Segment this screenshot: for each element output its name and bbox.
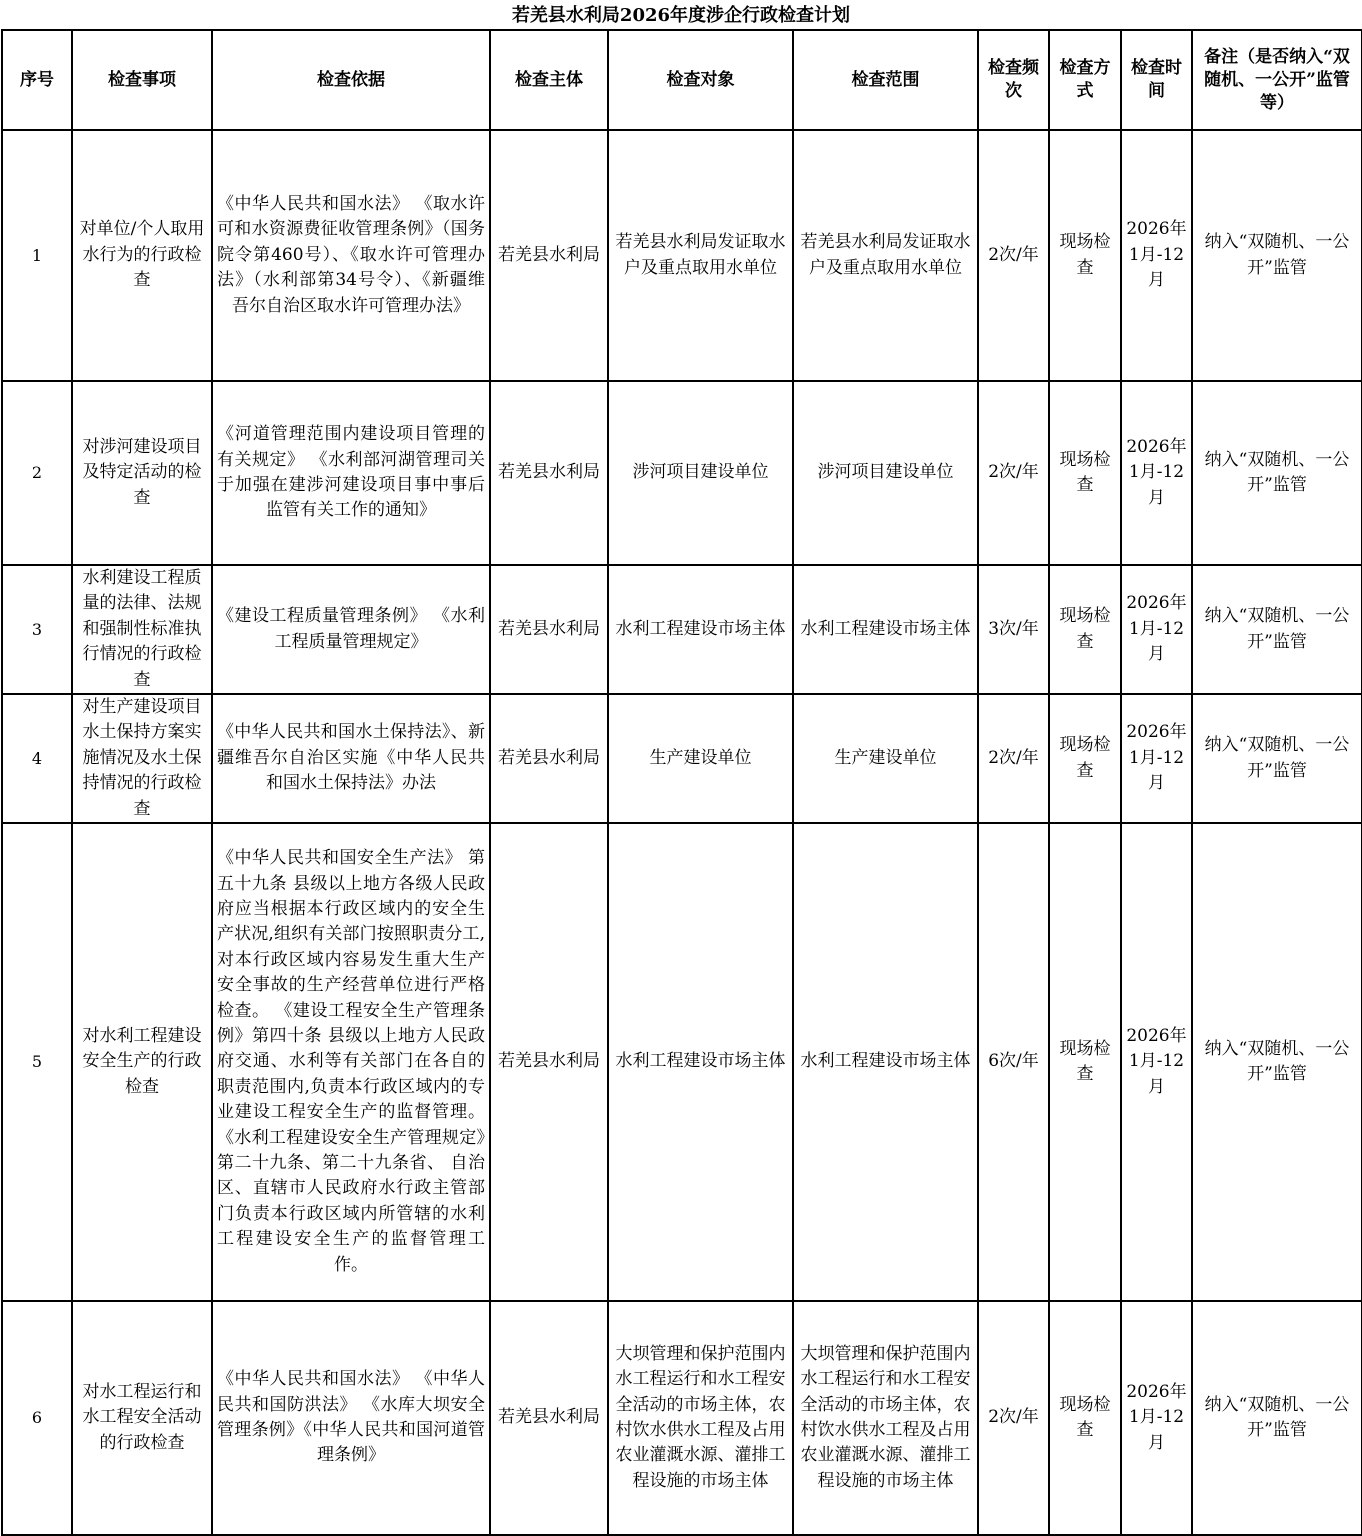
cell-freq: 6次/年 [978, 823, 1049, 1301]
cell-subject: 若羌县水利局 [490, 823, 608, 1301]
cell-remark: 纳入“双随机、一公开”监管 [1192, 1301, 1362, 1535]
header-row [2, 30, 1362, 130]
cell-method: 现场检查 [1049, 1301, 1121, 1535]
cell-subject: 若羌县水利局 [490, 1301, 608, 1535]
cell-seq: 6 [2, 1301, 72, 1535]
header-remark: 备注（是否纳入“双随机、一公开”监管等） [1192, 30, 1362, 130]
cell-item: 对单位/个人取用水行为的行政检查 [72, 130, 212, 381]
cell-time: 2026年1月-12月 [1121, 1301, 1192, 1535]
cell-seq: 3 [2, 565, 72, 694]
cell-basis: 《河道管理范围内建设项目管理的有关规定》 《水利部河湖管理司关于加强在建涉河建设项目事中事后监管有关工作的通知》 [212, 381, 490, 565]
table-row [2, 130, 1362, 381]
cell-basis: 《中华人民共和国水法》 《中华人民共和国防洪法》 《水库大坝安全管理条例》《中华人民共和国河道管理条例》 [212, 1301, 490, 1535]
cell-scope: 涉河项目建设单位 [793, 381, 978, 565]
cell-subject: 若羌县水利局 [490, 565, 608, 694]
cell-seq: 4 [2, 694, 72, 823]
cell-freq: 2次/年 [978, 1301, 1049, 1535]
header-item: 检查事项 [72, 30, 212, 130]
cell-method: 现场检查 [1049, 823, 1121, 1301]
header-target: 检查对象 [608, 30, 793, 130]
table-row [2, 694, 1362, 823]
cell-time: 2026年1月-12月 [1121, 823, 1192, 1301]
cell-freq: 2次/年 [978, 130, 1049, 381]
cell-freq: 2次/年 [978, 381, 1049, 565]
cell-item: 对水工程运行和水工程安全活动的行政检查 [72, 1301, 212, 1535]
cell-scope: 若羌县水利局发证取水户及重点取用水单位 [793, 130, 978, 381]
cell-basis: 《中华人民共和国水土保持法》、新疆维吾尔自治区实施《中华人民共和国水土保持法》办法 [212, 694, 490, 823]
cell-remark: 纳入“双随机、一公开”监管 [1192, 694, 1362, 823]
cell-basis: 《中华人民共和国水法》 《取水许可和水资源费征收管理条例》（国务院令第460号）、《取水许可管理办法》（水利部第34号令）、《新疆维吾尔自治区取水许可管理办法》 [212, 130, 490, 381]
cell-subject: 若羌县水利局 [490, 130, 608, 381]
cell-target: 水利工程建设市场主体 [608, 565, 793, 694]
cell-remark: 纳入“双随机、一公开”监管 [1192, 130, 1362, 381]
cell-target: 水利工程建设市场主体 [608, 823, 793, 1301]
cell-basis: 《中华人民共和国安全生产法》 第五十九条 县级以上地方各级人民政府应当根据本行政区域内的安全生产状况,组织有关部门按照职责分工,对本行政区域内容易发生重大生产安全事故的生产经营单位进行严格检查。 《建设工程安全生产管理条例》第四十条 县级以上地方人民政府交通、水利等有关部门在各自的职责范围内,负责本行政区域内的专业建设工程安全生产的监督管理。《水利工程建设安全生产管理规定》第二十九条、第二十九条省、 自治区、直辖市人民政府水行政主管部门负责本行政区域内所管辖的水利工程建设安全生产的监督管理工作。 [212, 823, 490, 1301]
cell-seq: 5 [2, 823, 72, 1301]
cell-target: 生产建设单位 [608, 694, 793, 823]
cell-scope: 生产建设单位 [793, 694, 978, 823]
header-time: 检查时间 [1121, 30, 1192, 130]
cell-remark: 纳入“双随机、一公开”监管 [1192, 381, 1362, 565]
cell-method: 现场检查 [1049, 565, 1121, 694]
cell-item: 对水利工程建设安全生产的行政检查 [72, 823, 212, 1301]
cell-item: 对生产建设项目水土保持方案实施情况及水土保持情况的行政检查 [72, 694, 212, 823]
table-row [2, 381, 1362, 565]
header-method: 检查方式 [1049, 30, 1121, 130]
cell-target: 若羌县水利局发证取水户及重点取用水单位 [608, 130, 793, 381]
header-scope: 检查范围 [793, 30, 978, 130]
cell-target: 大坝管理和保护范围内水工程运行和水工程安全活动的市场主体，农村饮水供水工程及占用农业灌溉水源、灌排工程设施的市场主体 [608, 1301, 793, 1535]
cell-method: 现场检查 [1049, 694, 1121, 823]
cell-scope: 水利工程建设市场主体 [793, 565, 978, 694]
cell-subject: 若羌县水利局 [490, 381, 608, 565]
cell-basis: 《建设工程质量管理条例》 《水利工程质量管理规定》 [212, 565, 490, 694]
table-row [2, 1301, 1362, 1535]
header-subject: 检查主体 [490, 30, 608, 130]
cell-scope: 水利工程建设市场主体 [793, 823, 978, 1301]
header-basis: 检查依据 [212, 30, 490, 130]
header-freq: 检查频次 [978, 30, 1049, 130]
cell-remark: 纳入“双随机、一公开”监管 [1192, 565, 1362, 694]
cell-method: 现场检查 [1049, 381, 1121, 565]
inspection-plan-table [1, 29, 1362, 1536]
header-seq: 序号 [2, 30, 72, 130]
cell-remark: 纳入“双随机、一公开”监管 [1192, 823, 1362, 1301]
cell-method: 现场检查 [1049, 130, 1121, 381]
cell-item: 对涉河建设项目及特定活动的检查 [72, 381, 212, 565]
cell-seq: 1 [2, 130, 72, 381]
cell-item: 水利建设工程质量的法律、法规和强制性标准执行情况的行政检查 [72, 565, 212, 694]
cell-freq: 3次/年 [978, 565, 1049, 694]
page-title: 若羌县水利局2026年度涉企行政检查计划 [511, 5, 851, 26]
cell-time: 2026年1月-12月 [1121, 130, 1192, 381]
table-row [2, 823, 1362, 1301]
cell-subject: 若羌县水利局 [490, 694, 608, 823]
cell-scope: 大坝管理和保护范围内水工程运行和水工程安全活动的市场主体，农村饮水供水工程及占用农业灌溉水源、灌排工程设施的市场主体 [793, 1301, 978, 1535]
cell-target: 涉河项目建设单位 [608, 381, 793, 565]
cell-time: 2026年1月-12月 [1121, 694, 1192, 823]
cell-seq: 2 [2, 381, 72, 565]
table-row [2, 565, 1362, 694]
cell-time: 2026年1月-12月 [1121, 565, 1192, 694]
cell-time: 2026年1月-12月 [1121, 381, 1192, 565]
cell-freq: 2次/年 [978, 694, 1049, 823]
